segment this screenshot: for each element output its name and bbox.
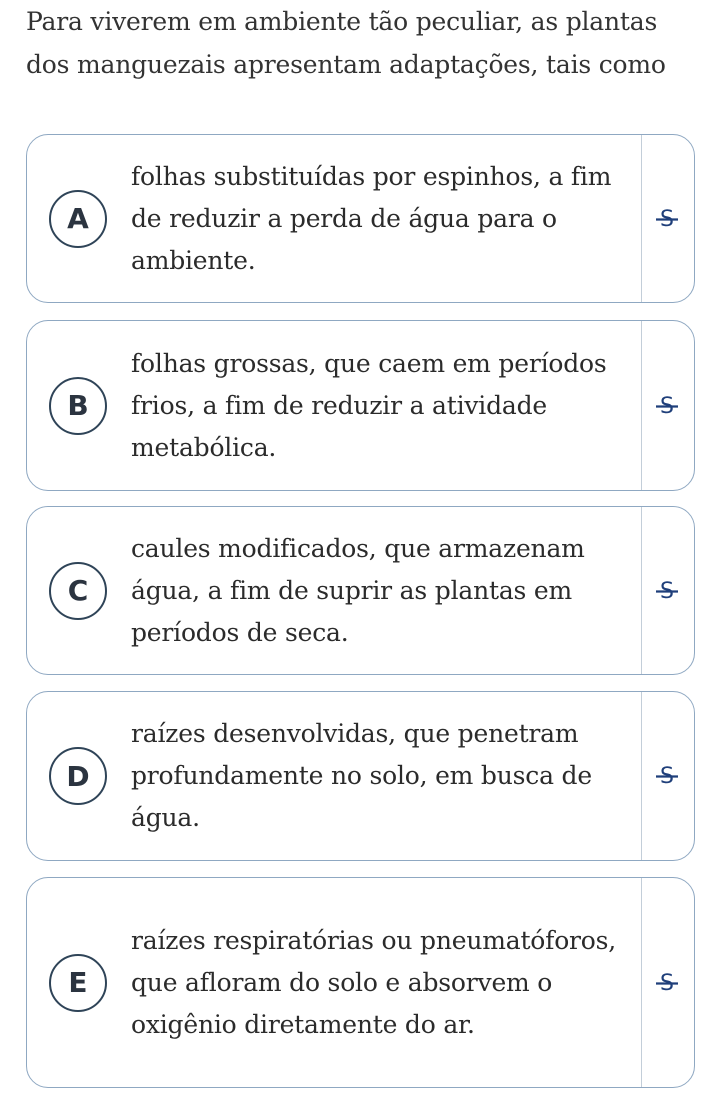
option-text: folhas grossas, que caem em períodos frios, a fim de reduzir a atividade metabólica.	[131, 348, 607, 462]
option-letter-badge: D	[49, 747, 107, 805]
strikethrough-s-icon	[654, 762, 680, 790]
svg-text:S: S	[660, 206, 674, 232]
svg-text:S: S	[660, 970, 674, 996]
option-e[interactable]	[26, 877, 695, 1088]
option-letter-badge: E	[49, 954, 107, 1012]
strikethrough-s-icon	[654, 969, 680, 997]
option-letter-badge: A	[49, 190, 107, 248]
strike-option-button[interactable]	[640, 135, 694, 302]
svg-text:S: S	[660, 764, 674, 789]
option-b[interactable]	[26, 320, 695, 491]
strikethrough-s-icon	[654, 392, 680, 420]
svg-text:S: S	[660, 393, 674, 419]
option-text: raízes respiratórias ou pneumatóforos, que afloram do solo e absorvem o oxigênio diretamente do ar.	[131, 925, 617, 1039]
option-c[interactable]	[26, 506, 695, 675]
option-letter-badge: C	[49, 562, 107, 620]
strike-option-button[interactable]	[640, 507, 694, 674]
strike-option-button[interactable]	[640, 692, 694, 860]
option-d[interactable]	[26, 691, 695, 861]
strike-option-button[interactable]	[640, 321, 694, 490]
svg-text:S: S	[660, 578, 674, 604]
question-text: Para viverem em ambiente tão peculiar, as plantas dos manguezais apresentam adaptações, tais como	[26, 7, 666, 79]
option-text: folhas substituídas por espinhos, a fim de reduzir a perda de água para o ambiente.	[131, 161, 612, 275]
option-text: raízes desenvolvidas, que penetram profundamente no solo, em busca de água.	[131, 719, 592, 832]
strikethrough-s-icon	[654, 577, 680, 605]
option-a[interactable]	[26, 134, 695, 303]
strikethrough-s-icon	[654, 205, 680, 233]
option-text: caules modificados, que armazenam água, a fim de suprir as plantas em períodos de seca.	[131, 533, 585, 647]
strike-option-button[interactable]	[640, 878, 694, 1087]
option-letter-badge: B	[49, 377, 107, 435]
